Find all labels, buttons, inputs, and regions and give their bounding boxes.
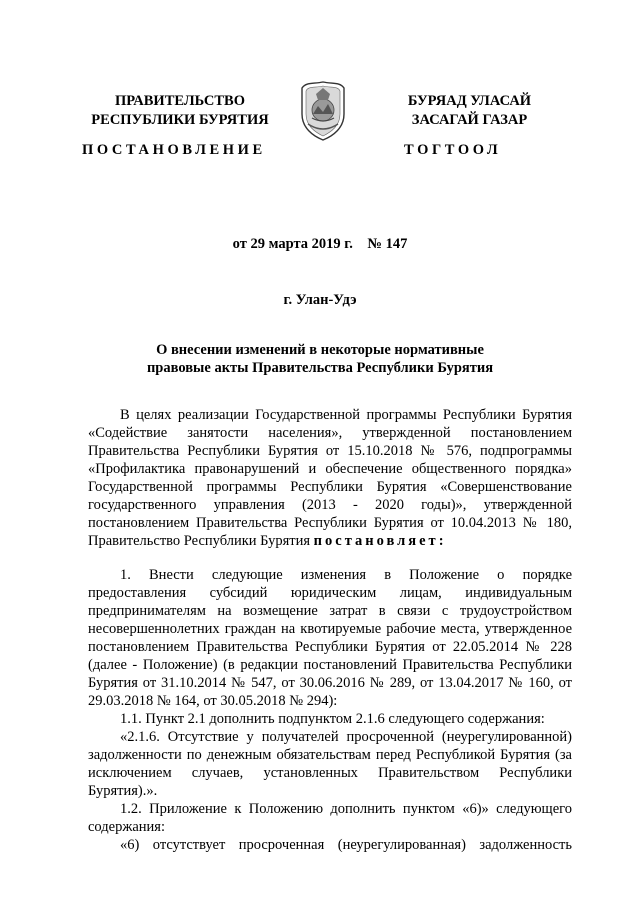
clause-1: 1. Внести следующие изменения в Положение о порядке предоставления субсидий юридическим лицам, индивидуальным предпринимателям на возмещение затрат в связи с трудоустройством несовершеннолетних граждан на квотируемые рабочие места, утвержденное постановлением Правительства Республики Бурятия от 22.05.2014 № 228 (далее - Положение) (в редакции постановлений Правительства Республики Бурятия от 31.10.2014 № 547, от 30.06.2016 № 289, от 13.04.2017 № 160, от 29.03.2018 № 164, от 30.05.2018 № 294): [88,567,572,709]
clause-1-2: 1.2. Приложение к Положению дополнить пунктом «6)» следующего содержания: [88,801,572,835]
issuer-line-1-buryat: БУРЯАД УЛАСАЙ [407,93,532,109]
preamble-text: В целях реализации Государственной программы Республики Бурятия «Содействие занятости населения», утвержденной постановлением Правительства Республики Бурятия от 15.10.2018 № 576, подпрограммы «Профилактика правонарушений и обеспечение общественного порядка» Государственной программы Республики Бурятия «Совершенствование государственного управления (2013 - 2020 годы)», утвержденной постановлением Правительства Республики Бурятия от 10.04.2013 № 180, Правительство Республики Бурятия [88,407,572,549]
issuer-line-2-buryat: ЗАСАГАЙ ГАЗАР [411,112,528,128]
document-date-number: от 29 марта 2019 г. № 147 [232,236,408,252]
title-line-1: О внесении изменений в некоторые нормативные [156,342,484,358]
decree-keyword: постановляет [313,533,439,549]
coat-of-arms-icon [298,80,348,142]
document-body [88,406,572,854]
clause-2-1-6: «2.1.6. Отсутствие у получателей просроченной (неурегулированной) задолженности по денежным обязательствам перед Республикой Бурятия (за исключением случаев, установленных Правительством Республики Бурятия).». [88,729,572,799]
title-line-2: правовые акты Правительства Республики Бурятия [146,360,494,376]
document-title [0,341,640,377]
issuer-line-1: ПРАВИТЕЛЬСТВО [115,93,245,109]
document-type-buryat: ТОГТООЛ [404,142,502,158]
document-type-russian: ПОСТАНОВЛЕНИЕ [82,142,266,158]
document-city: г. Улан-Удэ [283,292,357,308]
issuer-block-russian [85,92,275,130]
clause-6: «6) отсутствует просроченная (неурегулированная) задолженность [120,837,572,853]
issuer-line-2: РЕСПУБЛИКИ БУРЯТИЯ [91,112,269,128]
preamble-end: : [438,533,444,549]
preamble-paragraph [88,406,572,550]
clause-1-1: 1.1. Пункт 2.1 дополнить подпунктом 2.1.6 следующего содержания: [120,711,545,727]
issuer-block-buryat [382,92,557,130]
